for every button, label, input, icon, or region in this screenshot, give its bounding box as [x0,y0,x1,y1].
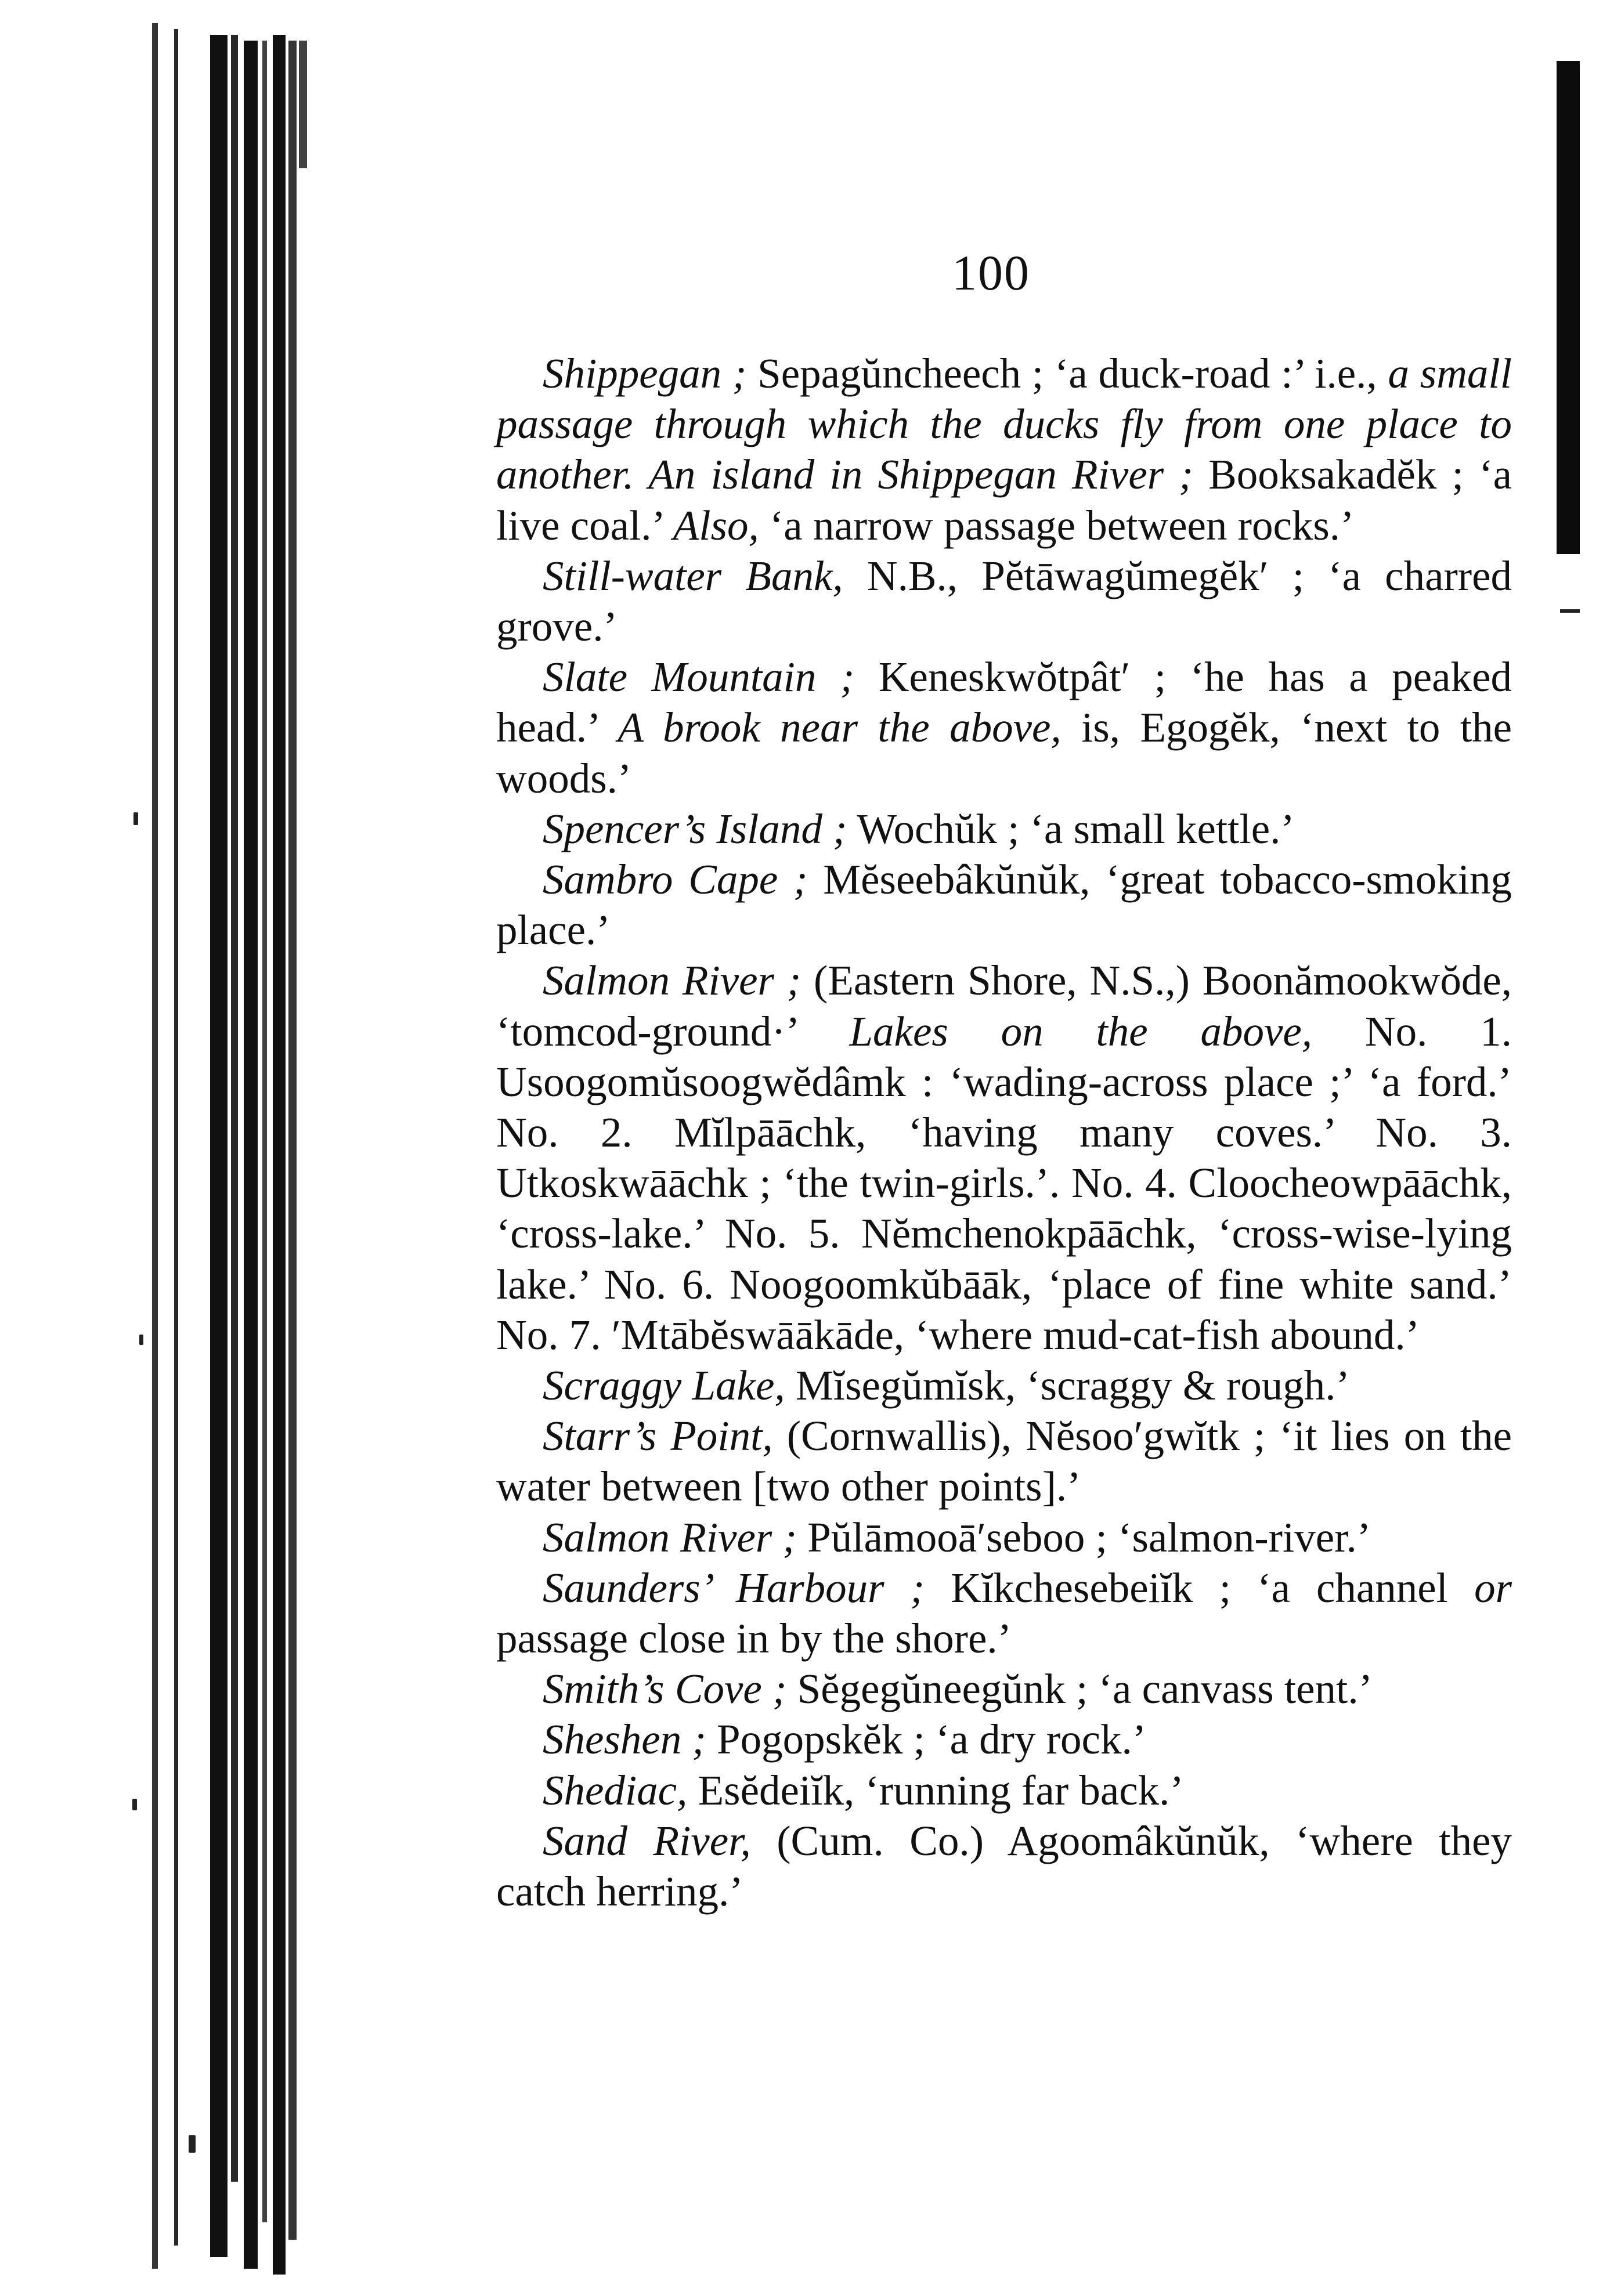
entry-translation: Pŭlāmooā′seboo ; ‘salmon-river.’ [796,1513,1371,1561]
entry-translation: Pogopskĕk ; ‘a dry rock.’ [706,1716,1147,1763]
entry-place-name: Salmon River ; [543,957,802,1004]
entry-salmon-river [496,1512,1512,1563]
entry-sand-river [496,1816,1512,1917]
entry-translation: (Cum. Co.) Agoomâkŭnŭk, ‘where they catch herring.’ [496,1817,1512,1915]
entry-place-name: Sambro Cape ; [543,856,808,903]
entry-note: a small passage through which the ducks fly from one place to another. An island in Shippegan River ; [496,350,1512,498]
entry-note: A brook near the above, [618,704,1062,751]
entry-spencers-island [496,804,1512,854]
entry-translation: Mĭsegŭmĭsk, ‘scraggy & rough.’ [785,1362,1350,1409]
entry-translation: is, Egogĕk, ‘next to the woods.’ [496,704,1512,802]
entry-translation: No. 1. Usoogomŭsoogwĕdâmk : ‘wading-across place ;’ ‘a ford.’ No. 2. Mĭlpāāchk, ‘having many coves.’ No. 3. Utkoskwāāchk ; ‘the twin-girls.’. No. 4. Cloocheowpāāchk, ‘cross-lake.’ No. 5. Nĕmchenokpāāchk, ‘cross-wise-lying lake.’ No. 6. Noogoomkŭbāāk, ‘place of fine white sand.’ No. 7. ′Mtābĕswāākāde, ‘where mud-cat-fish abound.’ [496,1007,1512,1358]
gazetteer-text-block [496,348,1512,1917]
scan-margin-bar [1557,61,1580,554]
entry-translation: Sepagŭncheech ; ‘a duck-road :’ i.e., [746,350,1388,397]
entry-translation: (Cornwallis), Nĕsoo′gwĭtk ; ‘it lies on the water between [two other points].’ [496,1412,1512,1510]
entry-translation: Booksakadĕk ; ‘a live coal.’ [496,451,1512,549]
entry-translation: (Eastern Shore, N.S.,) Boonămookwŏde, ‘tomcod-ground·’ [496,957,1512,1055]
entry-still-water-bank [496,551,1512,652]
entry-translation: passage close in by the shore.’ [496,1615,1012,1662]
entry-place-name: Sheshen ; [543,1716,706,1763]
entry-place-name: Saunders’ Harbour ; [543,1564,925,1611]
entry-sheshen [496,1714,1512,1765]
entry-saunders-harbour [496,1563,1512,1664]
entry-slate-mountain [496,652,1512,804]
entry-translation: Keneskwŏtpât′ ; ‘he has a peaked head.’ [496,653,1512,751]
entry-translation: Kĭkchesebeiĭk ; ‘a channel [925,1564,1475,1611]
entry-place-name: Salmon River ; [543,1513,797,1561]
entry-place-name: Smith’s Cove ; [543,1665,787,1713]
entry-sambro-cape [496,854,1512,955]
entry-shippegan [496,348,1512,551]
entry-translation: Sĕgegŭneegŭnk ; ‘a canvass tent.’ [786,1665,1373,1713]
entry-note: Also, [673,501,759,549]
entry-smiths-cove [496,1664,1512,1714]
entry-translation: ‘a narrow passage between rocks.’ [759,501,1355,549]
entry-place-name: Slate Mountain ; [543,653,855,701]
page-number: 100 [952,245,1030,301]
entry-place-name: Shediac, [543,1766,688,1814]
entry-scraggy-lake [496,1360,1512,1411]
entry-translation: N.B., Pĕtāwagŭmegĕk′ ; ‘a charred grove.’ [496,552,1512,650]
entry-starrs-point [496,1411,1512,1512]
entry-translation: Mĕseebâkŭnŭk, ‘great tobacco-smoking place.’ [496,856,1512,954]
entry-place-name: Shippegan ; [543,350,747,397]
entry-note: or [1474,1564,1512,1611]
entry-place-name: Scraggy Lake, [543,1362,785,1409]
scan-margin-dash [1560,609,1580,613]
entry-note: Lakes on the above, [849,1007,1313,1055]
entry-place-name: Still-water Bank, [543,552,843,599]
entry-place-name: Starr’s Point, [543,1412,773,1460]
entry-translation: Esĕdeiĭk, ‘running far back.’ [687,1766,1184,1814]
entry-place-name: Spencer’s Island ; [543,805,847,852]
entry-shediac [496,1765,1512,1816]
entry-salmon-river-eastern [496,955,1512,1360]
entry-translation: Wochŭk ; ‘a small kettle.’ [847,805,1295,852]
entry-place-name: Sand River, [543,1817,751,1864]
